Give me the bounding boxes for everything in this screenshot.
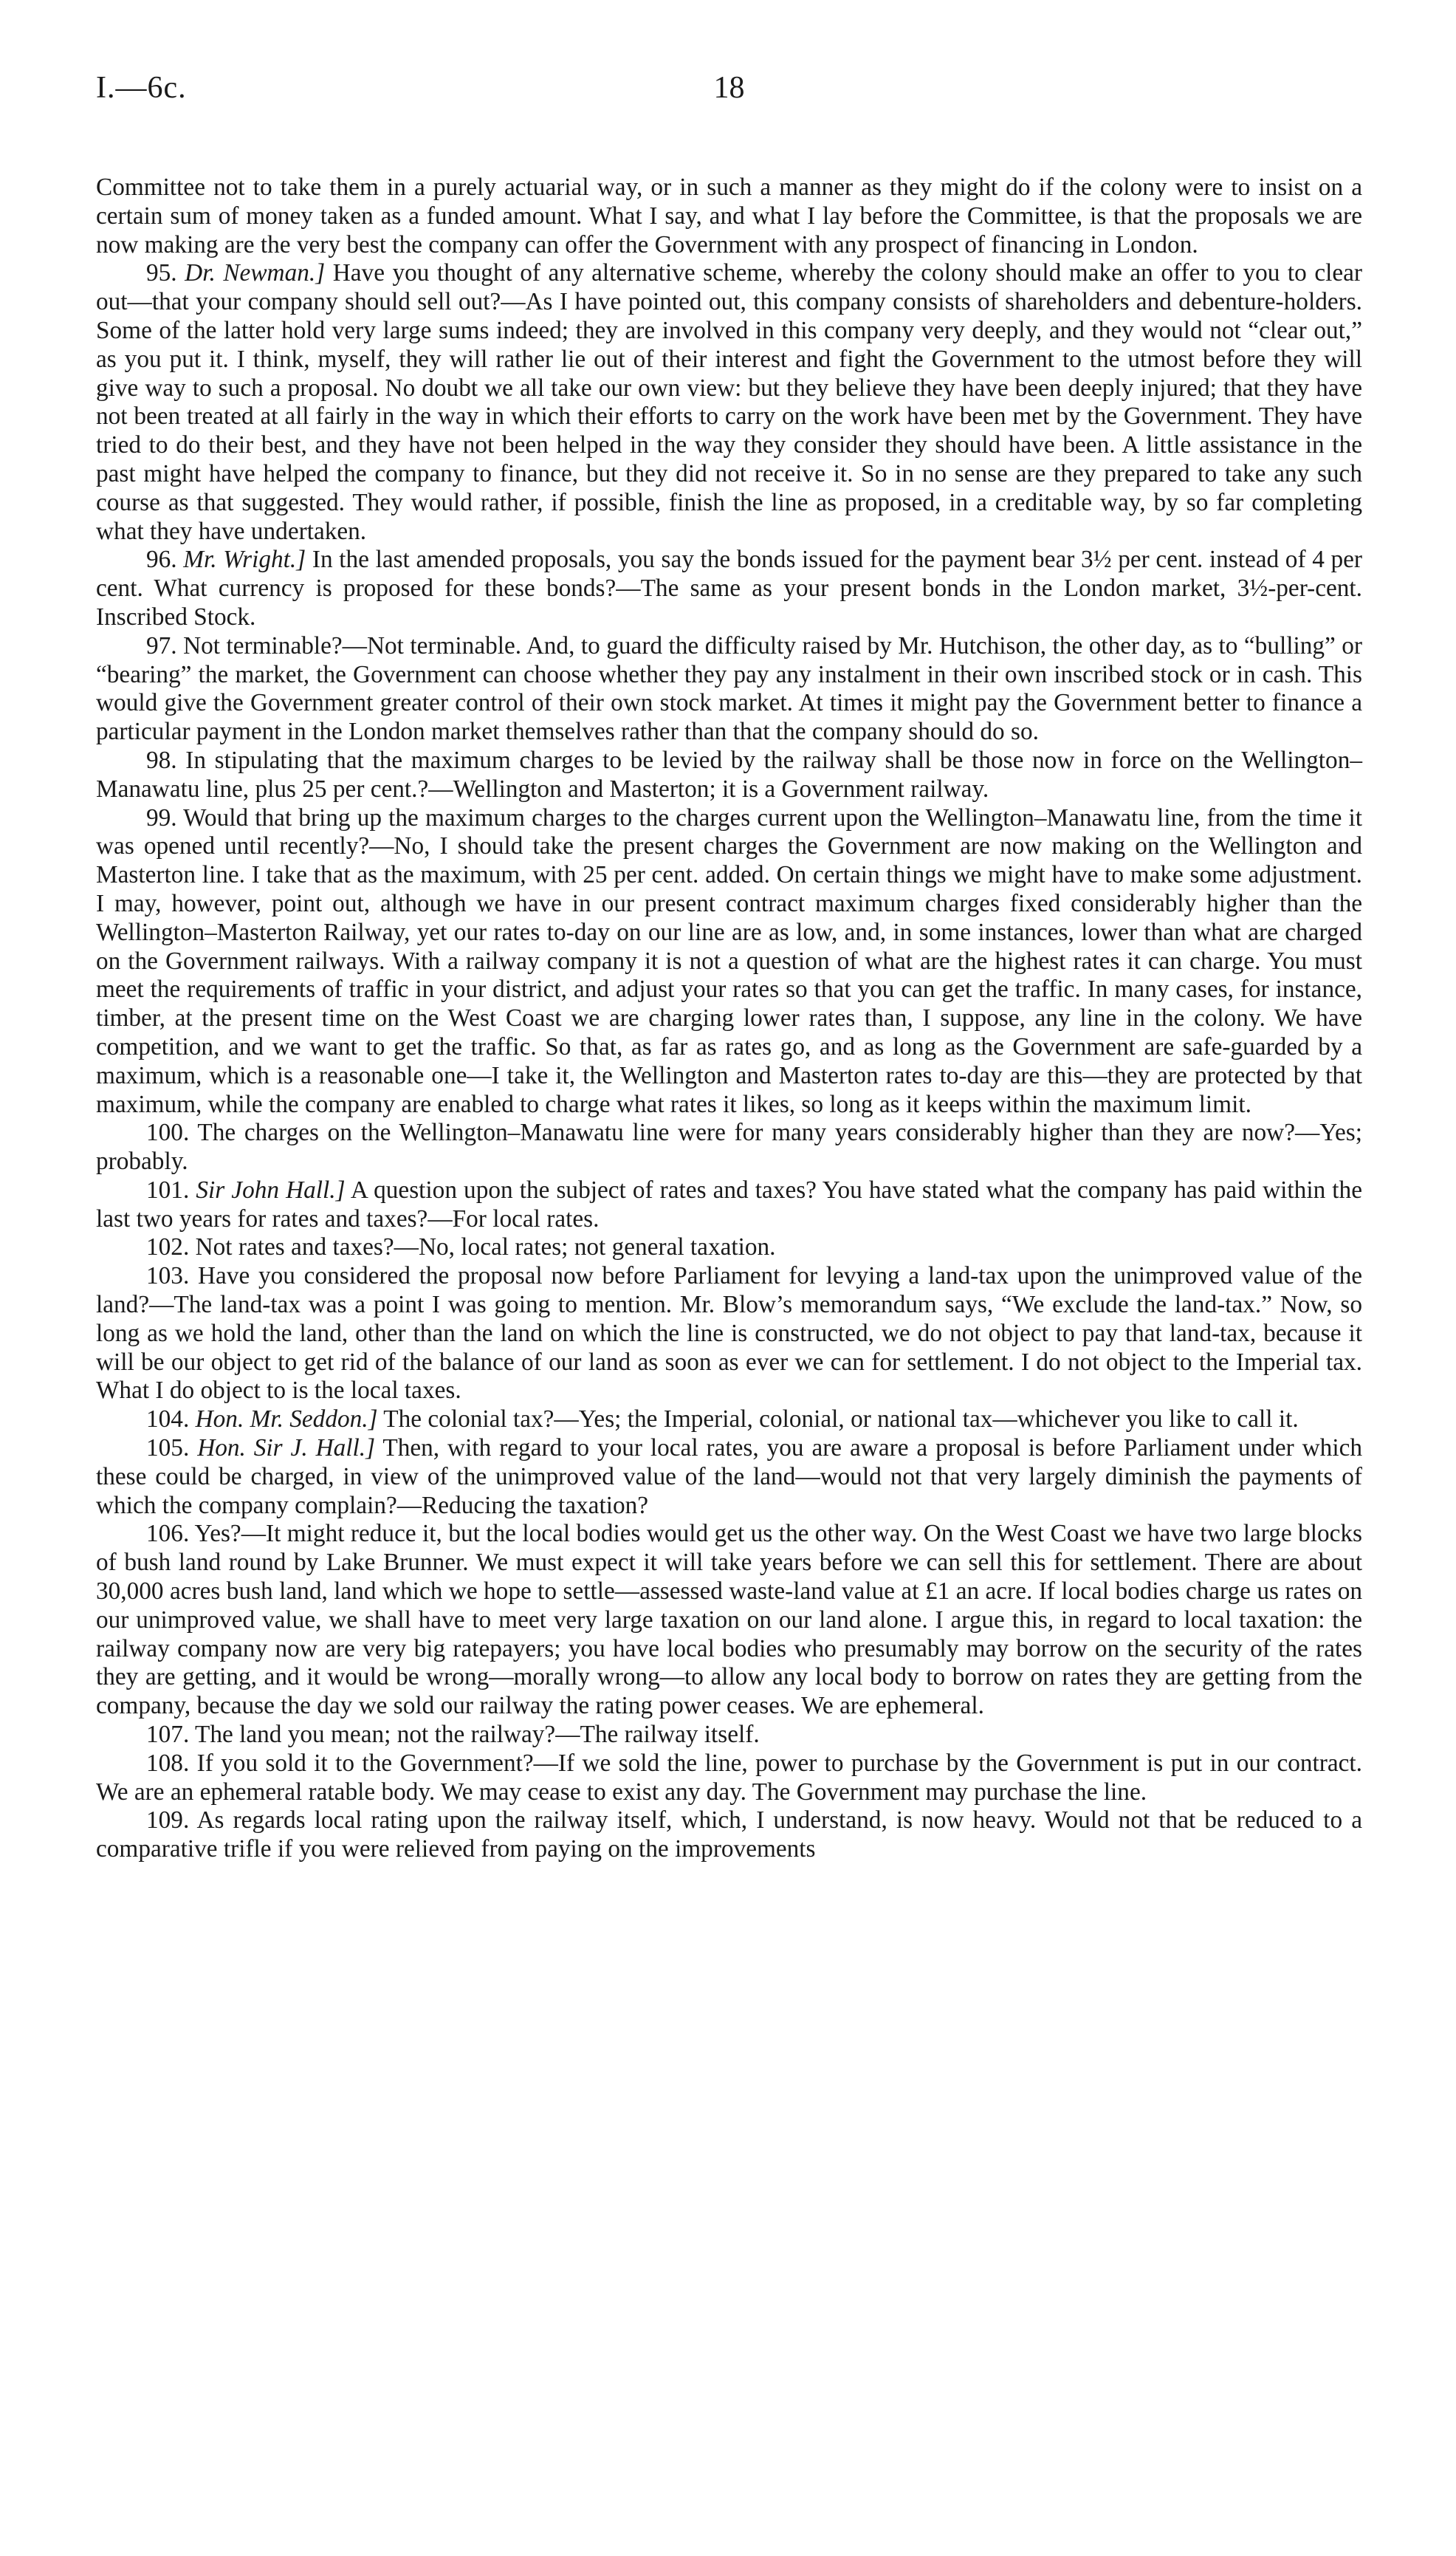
paragraph: 99. Would that bring up the maximum charges to the charges current upon the Wellington–Manawatu line, from the time it was opened until recently?—No, I should take the present charges the Government are now making on the Wellington and Masterton line. I take that as the maximum, with 25 per cent. added. On certain things we might have to make some adjustment. I may, however, point out, although we have in our present contract maximum charges fixed considerably higher than the Wellington–Masterton Railway, yet our rates to-day on our line are as low, and, in some instances, lower than what are charged on the Government railways. With a railway company it is not a question of what are the highest rates it can charge. You must meet the requirements of traffic in your district, and adjust your rates so that you can get the traffic. In many cases, for instance, timber, at the present time on the West Coast we are charging lower rates than, I suppose, any line in the colony. We have competition, and we want to get the traffic. So that, as far as rates go, and as long as the Government are safe-guarded by a maximum, which is a reasonable one—I take it, the Wellington and Masterton rates to-day are this—they are protected by that maximum, while the company are enabled to charge what rates it likes, so long as it keeps within the maximum limit. — [96, 804, 1362, 1118]
question-number: 109. — [146, 1806, 190, 1834]
page-number: 18 — [713, 71, 745, 105]
paragraph: 102. Not rates and taxes?—No, local rates; not general taxation. — [146, 1233, 776, 1261]
question-number: 106. — [146, 1520, 190, 1548]
question-number: 101. — [146, 1176, 190, 1204]
paragraph: 104. Hon. Mr. Seddon.] The colonial tax?—Yes; the Imperial, colonial, or national tax—whichever you like to call it. — [146, 1405, 1299, 1433]
speaker-name: Hon. Mr. Seddon.] — [195, 1405, 378, 1433]
question-number: 102. — [146, 1233, 190, 1261]
paragraph: 97. Not terminable?—Not terminable. And, to guard the difficulty raised by Mr. Hutchison, the other day, as to “bulling” or “bearing” the market, the Government can choose whether they pay any instalment in their own inscribed stock or in cash. This would give the Government greater control of their own stock market. At times it might pay the Government better to finance a particular payment in the London market themselves rather than that the company should do so. — [96, 631, 1363, 746]
question-number: 98. — [146, 746, 177, 774]
paragraph: 106. Yes?—It might reduce it, but the local bodies would get us the other way. On the West Coast we have two large blocks of bush land round by Lake Brunner. We must expect it will take years before we can sell this for settlement. There are about 30,000 acres bush land, land which we hope to settle—assessed waste-land value at £1 an acre. If local bodies charge us rates on our unimproved value, we shall have to meet very large taxation on our land alone. I argue this, in regard to local taxation: the railway company now are very big ratepayers; you have local bodies who presumably may borrow on the security of the rates they are getting, and it would be wrong—morally wrong—to allow any local body to borrow on rates they are getting from the company, because the day we sold our railway the rating power ceases. We are ephemeral. — [96, 1520, 1362, 1720]
paragraph: Committee not to take them in a purely actuarial way, or in such a manner as they might do if the colony were to insist on a certain sum of money taken as a funded amount. What I say, and what I lay before the Committee, is that the proposals we are now making are the very best the company can offer the Government with any prospect of financing in London. — [96, 174, 1362, 258]
paragraph: 108. If you sold it to the Government?—If we sold the line, power to purchase by the Government is put in our contract. We are an ephemeral ratable body. We may cease to exist any day. The Government may purchase the line. — [96, 1749, 1363, 1806]
evidence-text — [96, 174, 1362, 1864]
speaker-name: Dr. Newman.] — [185, 259, 326, 287]
question-number: 100. — [146, 1119, 190, 1147]
document-page — [96, 70, 1362, 1864]
paragraph: 100. The charges on the Wellington–Manawatu line were for many years considerably higher than they are now?—Yes; probably. — [96, 1119, 1362, 1176]
question-number: 96. — [146, 546, 177, 574]
paragraph: 96. Mr. Wright.] In the last amended proposals, you say the bonds issued for the payment bear 3½ per cent. instead of 4 per cent. What currency is proposed for these bonds?—The same as your present bonds in the London market, 3½-per-cent. Inscribed Stock. — [96, 546, 1363, 631]
paragraph: 95. Dr. Newman.] Have you thought of any alternative scheme, whereby the colony should make an offer to you to clear out—that your company should sell out?—As I have pointed out, this company consists of shareholders and debenture-holders. Some of the latter hold very large sums indeed; they are involved in this company very deeply, and they would not “clear out,” as you put it. I think, myself, they will rather lie out of their interest and fight the Government to the utmost before they will give way to such a proposal. No doubt we all take our own view: but they believe they have been deeply injured; that they have not been treated at all fairly in the way in which their efforts to carry on the work have been met by the Government. They have tried to do their best, and they have not been helped in the way they consider they should have been. A little assistance in the past might have helped the company to finance, but they did not receive it. So in no sense are they prepared to take any such course as that suggested. They would rather, if possible, finish the line as proposed, in a creditable way, by so far completing what they have undertaken. — [96, 259, 1363, 545]
speaker-name: Sir John Hall.] — [196, 1176, 346, 1204]
question-number: 99. — [146, 804, 177, 832]
paragraph: 109. As regards local rating upon the railway itself, which, I understand, is now heavy. Would not that be reduced to a comparative trifle if you were relieved from paying on the improvements — [96, 1806, 1362, 1863]
paragraph: 103. Have you considered the proposal now before Parliament for levying a land-tax upon the unimproved value of the land?—The land-tax was a point I was going to mention. Mr. Blow’s memorandum says, “We exclude the land-tax.” Now, so long as we hold the land, other than the land on which the line is constructed, we do not object to pay that land-tax, because it will be our object to get rid of the balance of our land as soon as ever we can for settlement. I do not object to the Imperial tax. What I do object to is the local taxes. — [96, 1262, 1363, 1405]
question-number: 95. — [146, 259, 177, 287]
question-number: 103. — [146, 1262, 190, 1290]
paragraph: 107. The land you mean; not the railway?—The railway itself. — [146, 1721, 760, 1749]
question-number: 97. — [146, 631, 177, 659]
paragraph: 101. Sir John Hall.] A question upon the subject of rates and taxes? You have stated what the company has paid within the last two years for rates and taxes?—For local rates. — [96, 1176, 1362, 1233]
speaker-name: Hon. Sir J. Hall.] — [197, 1434, 376, 1462]
page-header — [96, 70, 1362, 129]
paper-reference: I.—6c. — [96, 71, 187, 105]
speaker-name: Mr. Wright.] — [183, 546, 306, 574]
paragraph: 105. Hon. Sir J. Hall.] Then, with regard to your local rates, you are aware a proposal is before Parliament under which these could be charged, in view of the unimproved value of the land—would not that very largely diminish the payments of which the company complain?—Reducing the taxation? — [96, 1434, 1362, 1519]
paragraph: 98. In stipulating that the maximum charges to be levied by the railway shall be those now in force on the Wellington–Manawatu line, plus 25 per cent.?—Wellington and Masterton; it is a Government railway. — [96, 746, 1362, 803]
question-number: 108. — [146, 1749, 190, 1777]
question-number: 107. — [146, 1721, 190, 1749]
question-number: 104. — [146, 1405, 190, 1433]
question-number: 105. — [146, 1434, 190, 1462]
